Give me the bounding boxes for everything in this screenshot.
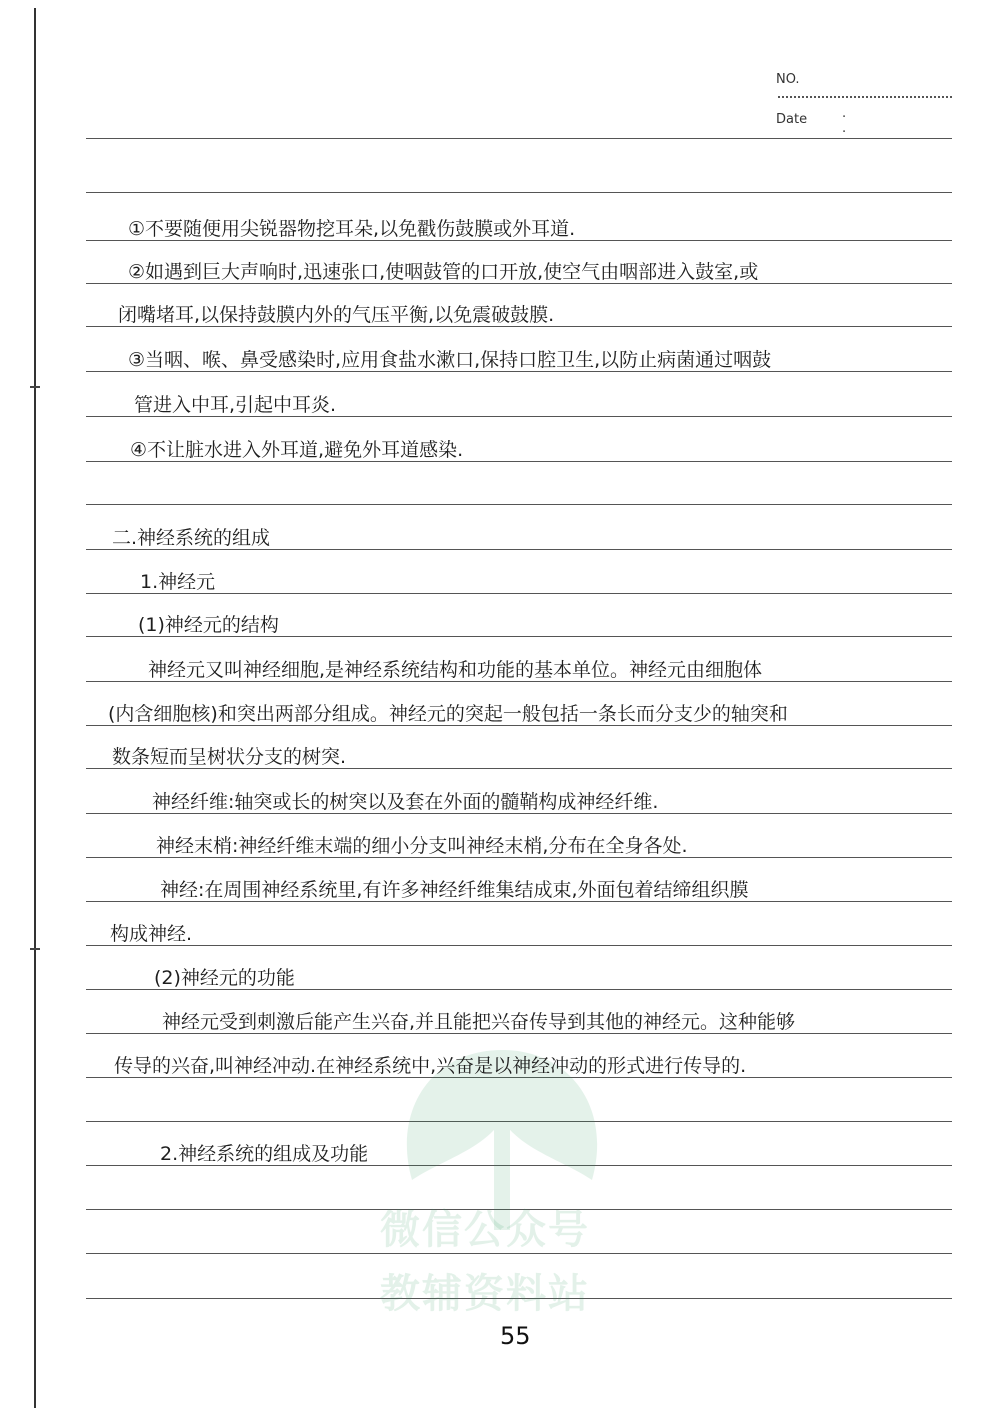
ruled-line: [86, 1165, 952, 1166]
date-label: Date: [776, 112, 808, 127]
ruled-line: [86, 416, 952, 417]
text-line: 管进入中耳,引起中耳炎.: [134, 394, 337, 416]
subsection-heading: (1)神经元的结构: [138, 614, 279, 636]
ruled-line: [86, 813, 952, 814]
binding-margin-line: [34, 8, 36, 1408]
text-line: 神经末梢:神经纤维末端的细小分支叫神经末梢,分布在全身各处.: [156, 835, 688, 857]
text-line: 传导的兴奋,叫神经冲动.在神经系统中,兴奋是以神经冲动的形式进行传导的.: [114, 1055, 747, 1077]
text-line: 神经元受到刺激后能产生兴奋,并且能把兴奋传导到其他的神经元。这种能够: [162, 1011, 796, 1033]
subsection-heading: (2)神经元的功能: [154, 967, 295, 989]
date-dots: · ·: [842, 110, 885, 140]
subsection-heading: 2.神经系统的组成及功能: [160, 1143, 369, 1165]
text-line: 神经:在周围神经系统里,有许多神经纤维集结成束,外面包着结缔组织膜: [160, 879, 749, 901]
ruled-line: [86, 681, 952, 682]
text-line: ④不让脏水进入外耳道,避免外耳道感染.: [130, 439, 464, 461]
ruled-line: [86, 192, 952, 193]
text-line: 神经元又叫神经细胞,是神经系统结构和功能的基本单位。神经元由细胞体: [148, 659, 763, 681]
ruled-line: [86, 1077, 952, 1078]
ruled-line: [86, 1121, 952, 1122]
ruled-line: [86, 857, 952, 858]
watermark-text-2: 教辅资料站: [380, 1271, 590, 1317]
page-number: 55: [500, 1322, 531, 1350]
text-line: 神经纤维:轴突或长的树突以及套在外面的髓鞘构成神经纤维.: [152, 791, 659, 813]
margin-tick: [30, 386, 40, 388]
ruled-line: [86, 768, 952, 769]
ruled-line: [86, 945, 952, 946]
ruled-line: [86, 326, 952, 327]
ruled-line: [86, 989, 952, 990]
text-line: ①不要随便用尖锐器物挖耳朵,以免戳伤鼓膜或外耳道.: [128, 218, 576, 240]
watermark-text-1: 微信公众号: [380, 1207, 590, 1253]
section-heading: 二.神经系统的组成: [112, 527, 271, 549]
margin-tick: [30, 948, 40, 950]
ruled-line: [86, 901, 952, 902]
text-line: 数条短而呈树状分支的树突.: [112, 746, 347, 768]
subsection-heading: 1.神经元: [140, 571, 216, 593]
ruled-line: [86, 636, 952, 637]
ruled-line: [86, 504, 952, 505]
ruled-line: [86, 240, 952, 241]
text-line: ③当咽、喉、鼻受感染时,应用食盐水漱口,保持口腔卫生,以防止病菌通过咽鼓: [128, 349, 772, 371]
text-line: (内含细胞核)和突出两部分组成。神经元的突起一般包括一条长而分支少的轴突和: [108, 703, 788, 725]
no-dotted-line: [778, 96, 952, 98]
ruled-line: [86, 593, 952, 594]
ruled-line: [86, 725, 952, 726]
ruled-line: [86, 461, 952, 462]
ruled-line: [86, 549, 952, 550]
ruled-line: [86, 371, 952, 372]
no-label: NO.: [776, 72, 800, 87]
text-line: 闭嘴堵耳,以保持鼓膜内外的气压平衡,以免震破鼓膜.: [118, 304, 555, 326]
ruled-line: [86, 138, 952, 139]
text-line: 构成神经.: [110, 923, 193, 945]
ruled-line: [86, 1033, 952, 1034]
ruled-line: [86, 283, 952, 284]
text-line: ②如遇到巨大声响时,迅速张口,使咽鼓管的口开放,使空气由咽部进入鼓室,或: [128, 261, 759, 283]
